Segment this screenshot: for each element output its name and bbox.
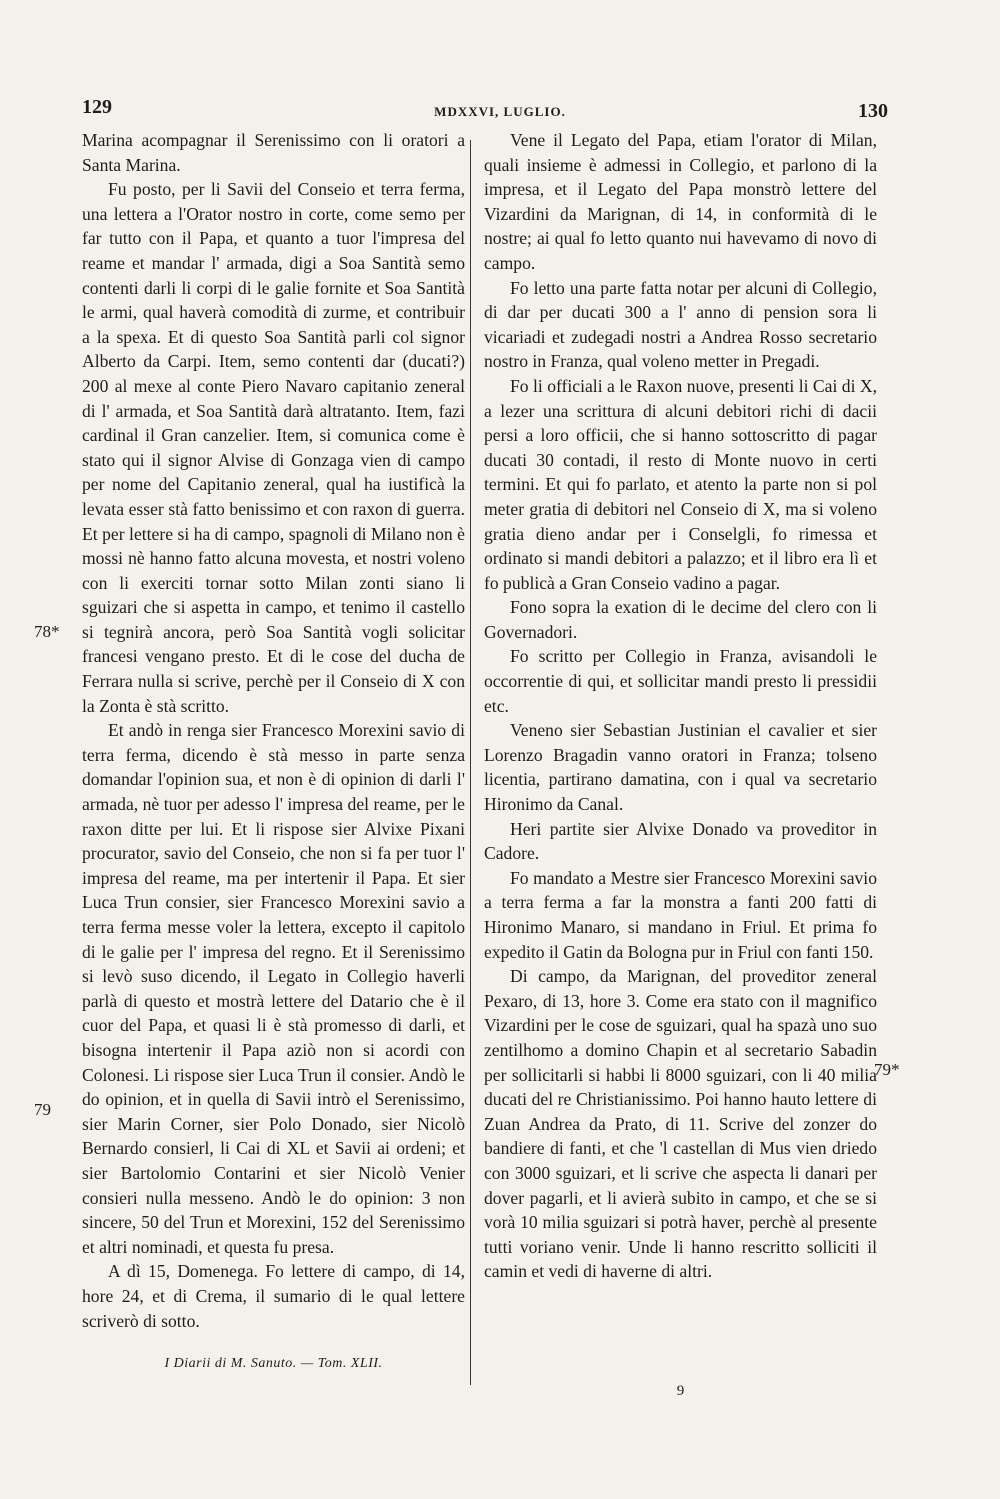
paragraph: Heri partite sier Alvixe Donado va proveditor in Cadore. — [484, 818, 877, 864]
right-column — [484, 128, 877, 1284]
running-title: MDXXVI, LUGLIO. — [434, 104, 566, 119]
page-number-left: 129 — [82, 96, 112, 118]
paragraph: Veneno sier Sebastian Justinian el cavalier et sier Lorenzo Bragadin vanno oratori in Franza; tolseno licentia, partirano damatina, con i qual va secretario Hironimo da Canal. — [484, 720, 877, 815]
margin-note: 79* — [874, 1060, 900, 1079]
paragraph: A dì 15, Domenega. Fo lettere di campo, di 14, hore 24, et di Crema, il sumario di le qual lettere scriverò di sotto. — [82, 1261, 465, 1331]
paragraph: Di campo, da Marignan, del proveditor zeneral Pexaro, di 13, hore 3. Come era stato con il magnifico Vizardini per le cose de sguizari, qual ha spazà uno suo zentilhomo a domino Chapin et al secretario Sabadin per sollicitarli si habbi li 8000 sguizari, con li 40 milia ducati del re Christianissimo. Poi hanno hauto lettere di Zuan Andrea da Prato, di 11. Scrive del zonzer do bandiere di fanti, et che 'l castellan di Mus vien driedo con 3000 sguizari, et li scrive che aspecta li danari per dover pagarli, et li avierà subito in campo, et che se si vorà 10 milia sguizari si potrà haver, perchè al presente tutti voriano venir. Unde li hanno rescritto solliciti il camin et vedi di haverne di altri. — [484, 966, 877, 1282]
margin-note: 78* — [34, 622, 60, 641]
paragraph: Marina acompagnar il Serenissimo con li oratori a Santa Marina. — [82, 130, 465, 175]
left-column — [82, 128, 465, 1333]
footer-citation: I Diarii di M. Sanuto. — Tom. XLII. — [164, 1356, 383, 1371]
signature-mark: 9 — [676, 1383, 685, 1399]
paragraph: Vene il Legato del Papa, etiam l'orator di Milan, quali insieme è admessi in Collegio, et parlono di la impresa, et il Legato del Papa monstrò lettere del Vizardini da Marignan, di 14, in conformità di le nostre; ai qual fo letto quanto nui havevamo di novo di campo. — [484, 130, 877, 273]
paragraph: Fo scritto per Collegio in Franza, avisandoli le occorrentie di qui, et sollicitar mandi presto li pressidii etc. — [484, 646, 877, 716]
page-number-right: 130 — [858, 100, 888, 122]
paragraph: Fono sopra la exation di le decime del clero con li Governadori. — [484, 597, 877, 642]
paragraph: Fo mandato a Mestre sier Francesco Morexini savio a terra ferma a far la monstra a fanti 200 fatti di Hironimo Manaro, si mandano in Friul. Et prima fo expedito il Gatin da Bologna pur in Friul con fanti 150. — [484, 867, 877, 962]
paragraph: Et andò in renga sier Francesco Morexini savio di terra ferma, dicendo è stà messo in parte senza domandar l'opinion sua, et non è di opinion di darli l' armada, nè tuor per adesso l' impresa del reame, per le raxon ditte per lui. Et li rispose sier Alvixe Pixani procurator, savio del Conseio, che non si fa per tuor l' impresa del reame, ma per intertenir il Papa. Et sier Luca Trun consier, sier Francesco Morexini savio a terra ferma messe voler la lettera, excepto il capitolo di le galie per l' impresa del regno. Et il Serenissimo si levò suso dicendo, il Legato in Collegio haverli parlà di questo et mostrà lettere del Datario che è il cuor del Papa, et quasi li è stà promesso di darli, et bisogna intertenir il Papa aziò non si acordi con Colonesi. Li rispose sier Luca Trun il consier. Andò le do opinion, et in quella di Savii intrò el Serenissimo, sier Marin Corner, sier Polo Donado, sier Nicolò Bernardo consierl, li Cai di XL et Savii ai ordeni; et sier Bartolomio Contarini et sier Nicolò Venier consieri nulla messeno. Andò le do opinion: 3 non sincere, 50 del Trun et Morexini, 152 del Serenissimo et altri nominadi, et questa fu presa. — [82, 720, 465, 1257]
paragraph: Fo li officiali a le Raxon nuove, presenti li Cai di X, a lezer una scrittura di alcuni debitori richi di dacii persi a loro officii, che si hanno sottoscritto di pagar ducati 30 contadi, il resto di Monte nuovo in certi termini. Et qui fo parlato, et atento la parte non si pol meter gratia di debitori nel Conseio di X, ma si voleno gratia dieno andar per i Conselgli, fo rimessa et ordinato si mandi debitori a palazzo; et il libro era lì et fo publicà a Gran Conseio vadino a pagar. — [484, 375, 877, 593]
paragraph: Fo letto una parte fatta notar per alcuni di Collegio, di dar per ducati 300 a l' anno di pension sora li vicariadi et zudegadi nostri a Andrea Rosso secretario nostro in Franza, qual voleno metter in Pregadi. — [484, 277, 877, 372]
margin-note: 79 — [34, 1100, 51, 1119]
paragraph: Fu posto, per li Savii del Conseio et terra ferma, una lettera a l'Orator nostro in corte, come semo per far tutto con il Papa, et quanto a tuor l'impresa del reame et mandar l' armada, digi a Soa Santità semo contenti darli li corpi di le galie fornite et Soa Santità le armi, qual haverà comodità di zurme, et contribuir a la spexa. Et di questo Soa Santità parli col signor Alberto da Carpi. Item, semo contenti dar (ducati?) 200 al mexe al conte Piero Navaro capitanio zeneral di l' armada, et Soa Santità darà altratanto. Item, fazi cardinal il Gran canzelier. Item, si comunica come è stato qui il signor Alvise di Gonzaga vien di campo per nome del Capitanio zeneral, qual ha iustificà la levata esser stà fatto benissimo et con raxon di guerra. Et per lettere si ha di campo, spagnoli di Milano non è mossi nè hanno fatto alcuna movesta, et nostri voleno con li exerciti tornar sotto Milan zonti siano li sguizari che si aspetta in campo, et tenimo il castello si tegnirà ancora, però Soa Santità vogli solicitar francesi vengano presto. Et di le cose del ducha de Ferrara nulla si scrive, perchè per il Conseio di X con la Zonta è stà scritto. — [82, 179, 465, 716]
column-divider — [470, 140, 471, 1385]
